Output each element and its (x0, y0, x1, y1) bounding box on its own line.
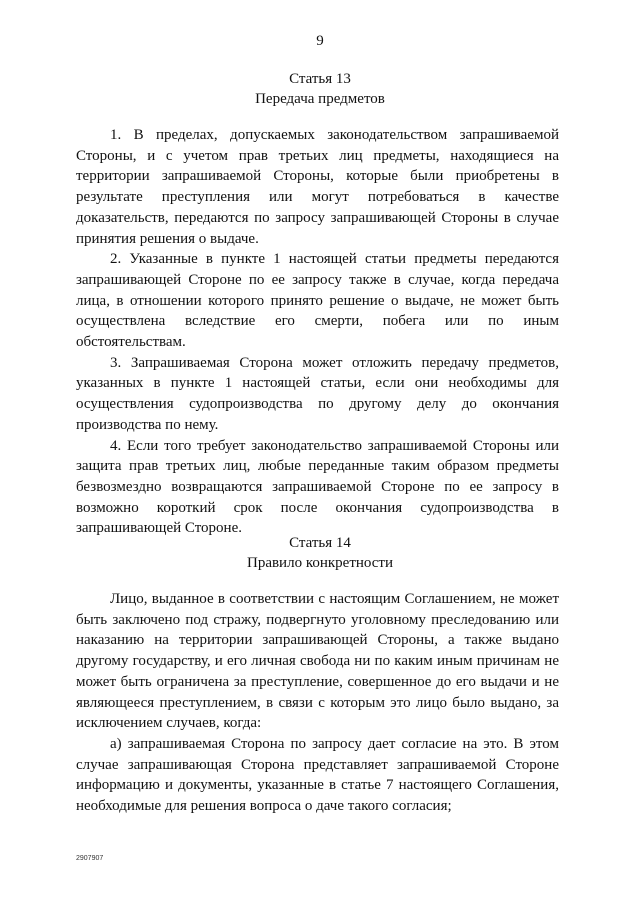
article-13-paragraph-4: 4. Если того требует законодательство запрашиваемой Стороны или защита прав третьих лиц, любые переданные таким образом предметы безвозмездно возвращаются запрашиваемой Стороне по ее запросу в возможно короткий срок после окончания судопроизводства в запрашивающей Стороне. (76, 437, 559, 537)
article-13-body (76, 125, 559, 539)
article-13-heading (0, 69, 640, 109)
article-13-paragraph-3: 3. Запрашиваемая Сторона может отложить передачу предметов, указанных в пункте 1 настоящей статьи, если они необходимы для осуществления судопроизводства по другому делу до окончания производства по нему. (76, 354, 559, 433)
article-14-paragraph-2: а) запрашиваемая Сторона по запросу дает согласие на это. В этом случае запрашивающая Сторона представляет запрашиваемой Стороне информацию и документы, указанные в статье 7 настоящего Соглашения, необходимые для решения вопроса о даче такого согласия; (76, 735, 559, 815)
page-number: 9 (316, 33, 324, 49)
article-13-title: Статья 13 (289, 71, 351, 87)
document-code: 2907907 (76, 855, 104, 862)
article-14-body (76, 589, 559, 817)
article-14-heading (0, 533, 640, 573)
article-13-paragraph-1: 1. В пределах, допускаемых законодательством запрашиваемой Стороны, и с учетом прав третьих лиц предметы, находящиеся на территории запрашиваемой Стороны, которые были приобретены в результате преступления или могут потребоваться в качестве доказательств, передаются по запросу запрашивающей Стороны в случае принятия решения о выдаче. (76, 127, 559, 247)
article-14-paragraph-1: Лицо, выданное в соответствии с настоящим Соглашением, не может быть заключено под стражу, подвергнуто уголовному преследованию или наказанию на территории запрашивающей Стороны, а также выдано другому государству, и его личная свобода ни по каким иным причинам не может быть ограничена за преступление, совершенное до его выдачи и не являющееся преступлением, в связи с которым это лицо было выдано, за исключением случаев, когда: (76, 591, 559, 732)
article-14-title: Статья 14 (289, 535, 351, 551)
article-13-subtitle: Передача предметов (255, 91, 385, 107)
article-13-paragraph-2: 2. Указанные в пункте 1 настоящей статьи предметы передаются запрашивающей Стороне по ее запросу также в случае, когда передача лица, в отношении которого принято решение о выдаче, не может быть осуществлена вследствие его смерти, побега или по иным обстоятельствам. (76, 251, 559, 351)
article-14-subtitle: Правило конкретности (246, 555, 394, 571)
